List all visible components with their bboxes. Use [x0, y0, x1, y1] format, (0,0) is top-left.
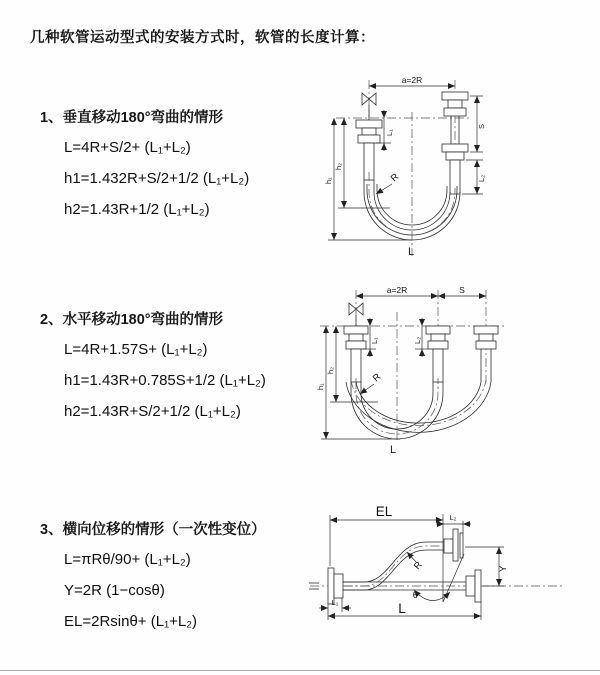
dim-l2-label: L₂	[449, 513, 457, 522]
dimension-a2r	[369, 75, 455, 86]
dimension-l2	[413, 318, 428, 357]
dimension-a2r	[356, 285, 438, 296]
dim-el-label: EL	[375, 504, 393, 519]
theta-label: θ	[412, 590, 418, 601]
dim-a-label: a=2R	[401, 75, 423, 85]
page-title: 几种软管运动型式的安装方式时，软管的长度计算：	[30, 30, 375, 46]
top-flange-displaced	[444, 529, 463, 561]
middle-flange-fitting	[426, 326, 450, 382]
dim-l1-label: L₁	[370, 337, 379, 344]
formula-h2: h2=1.43R+S/2+1/2 (L₁+L₂)	[64, 403, 241, 420]
section-vertical-movement	[40, 106, 315, 225]
section-2-heading: 2、水平移动180°弯曲的情形	[40, 312, 224, 328]
dim-h2-label: h₂	[334, 162, 343, 170]
dimension-s	[470, 96, 486, 152]
left-flange-fitting	[356, 120, 382, 180]
section-3-heading: 3、横向位移的情形（一次性变位）	[40, 522, 266, 538]
radius-callout	[360, 371, 383, 394]
dimension-l1	[376, 110, 394, 151]
dimension-l2	[462, 160, 486, 194]
centerlines	[320, 290, 506, 440]
length-label: L	[390, 444, 397, 456]
dim-y-label: Y	[498, 565, 509, 572]
braided-section	[433, 349, 443, 382]
dimension-l1	[319, 598, 351, 620]
dim-h1-label: h₁	[324, 177, 333, 184]
formula-h2: h2=1.43R+1/2 (L₁+L₂)	[64, 201, 210, 218]
braided-section	[351, 349, 361, 382]
dimension-s	[438, 285, 486, 296]
radius-label: R	[370, 371, 384, 385]
radius-label: R	[388, 171, 402, 185]
formula-h1: h1=1.43R+0.785S+1/2 (L₁+L₂)	[64, 372, 266, 389]
dim-l2-label: L₂	[477, 174, 486, 182]
section-lateral-displacement	[40, 518, 315, 637]
radius-label: R	[411, 559, 425, 572]
dimension-l	[328, 601, 481, 620]
diagram-horizontal-180-bend	[310, 282, 600, 467]
section-1-formulas	[40, 132, 315, 225]
dim-h2-label: h₂	[326, 366, 335, 374]
section-1-heading: 1、垂直移动180°弯曲的情形	[40, 110, 224, 126]
length-label: L	[408, 246, 415, 258]
formula-length: L=4R+S/2+ (L₁+L₂)	[64, 139, 191, 156]
dim-l1-label: L₁	[331, 598, 339, 607]
hose-u-shape-displaced	[346, 380, 491, 432]
formula-length: L=πRθ/90+ (L₁+L₂)	[64, 551, 191, 568]
formula-el: EL=2Rsinθ+ (L₁+L₂)	[64, 613, 198, 630]
left-flange-fitting	[344, 326, 368, 382]
dim-l2-label: L₂	[413, 336, 422, 344]
formula-h1: h1=1.432R+S/2+1/2 (L₁+L₂)	[64, 170, 250, 187]
dimension-l1	[363, 318, 379, 357]
hose-s-curve	[343, 542, 444, 590]
radius-callout	[376, 171, 401, 194]
section-2-formulas	[40, 334, 315, 427]
dimension-el	[330, 504, 443, 566]
dim-s-label: S	[459, 285, 465, 295]
diagram-vertical-180-bend	[312, 72, 600, 267]
right-flange	[466, 570, 481, 602]
section-3-formulas	[40, 544, 315, 637]
dim-l1-label: L₁	[385, 129, 394, 136]
dim-h1-label: h₁	[316, 383, 325, 390]
radius-callout	[407, 552, 425, 572]
section-horizontal-movement	[40, 308, 315, 427]
dim-l-label: L	[398, 601, 406, 616]
page-bottom-edge	[0, 670, 600, 671]
dim-s-label: S	[477, 123, 486, 129]
formula-length: L=4R+1.57S+ (L₁+L₂)	[64, 341, 208, 358]
dim-a-label: a=2R	[386, 285, 408, 295]
formula-y: Y=2R (1−cosθ)	[64, 582, 165, 599]
diagram-lateral-displacement	[298, 500, 600, 668]
